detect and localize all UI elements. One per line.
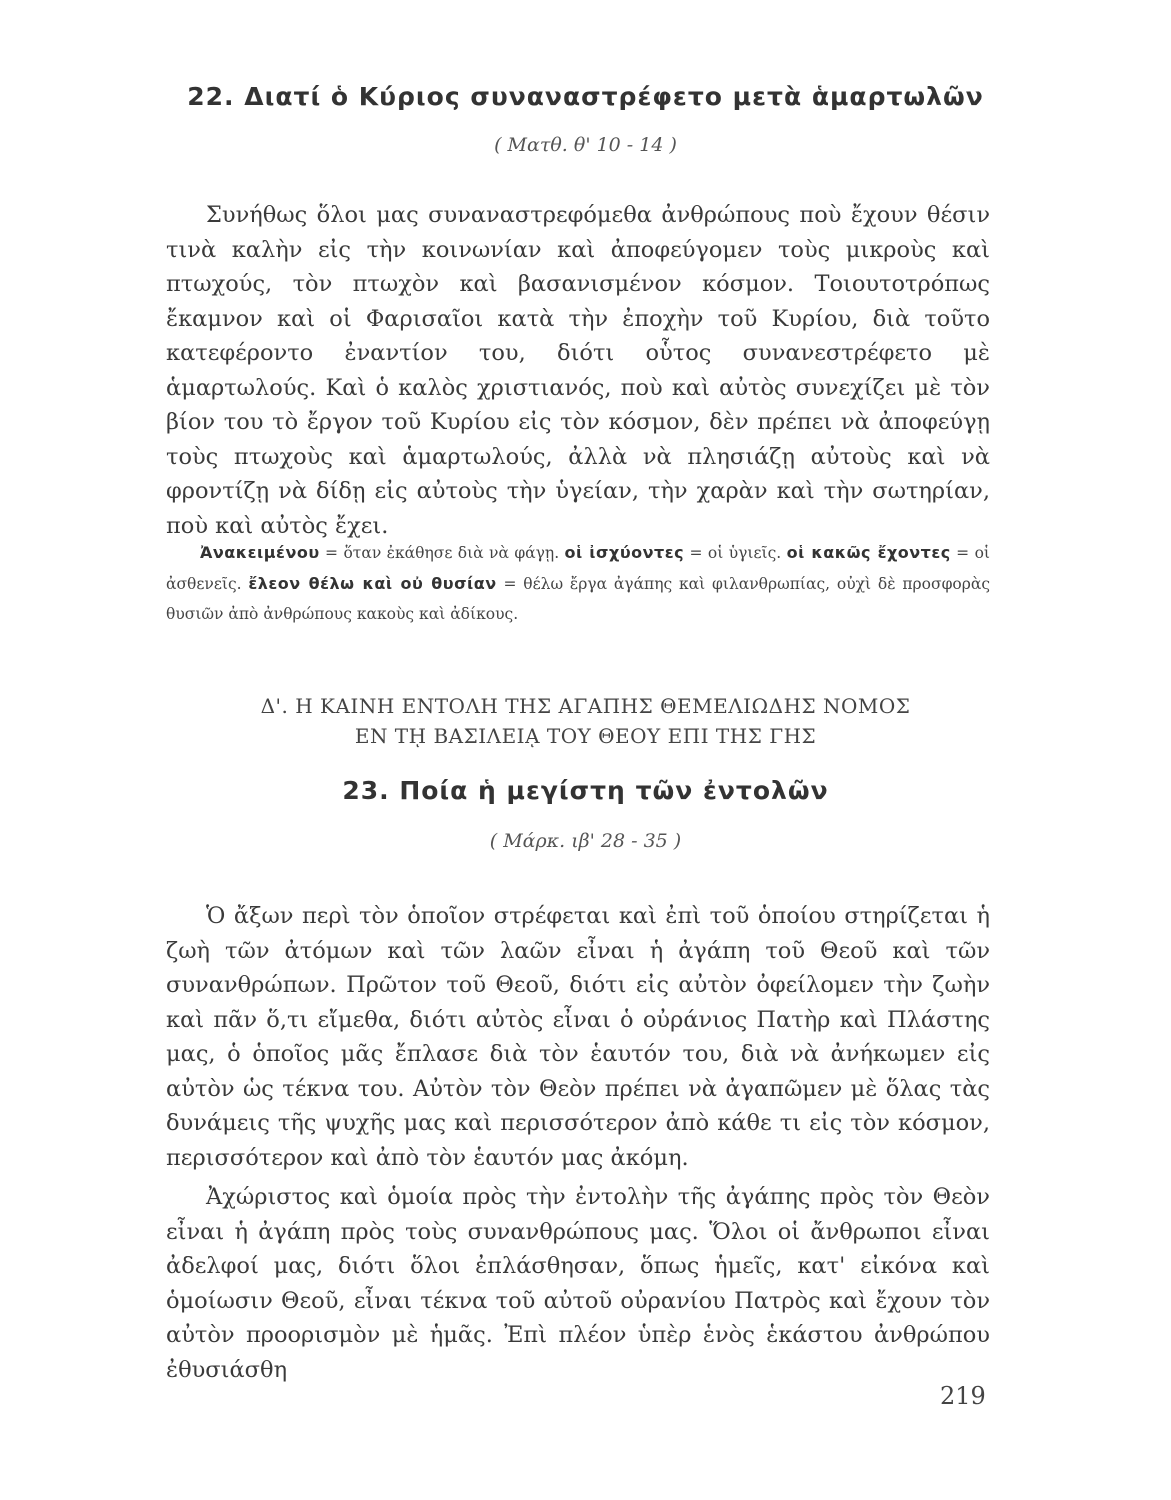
- section-23-title: 23. Ποία ἡ μεγίστη τῶν ἐντολῶν: [342, 776, 829, 805]
- note-definition: = οἱ ἀσθενεῖς.: [166, 544, 990, 593]
- section-22-reference: ( Ματθ. θ' 10 - 14 ): [494, 134, 677, 156]
- note-term: Ἀνακειμένου: [200, 543, 320, 562]
- section-23-reference: ( Μάρκ. ιβ' 28 - 35 ): [489, 830, 682, 852]
- chapter-heading-line-1: Δ'. Η ΚΑΙΝΗ ΕΝΤΟΛΗ ΤΗΣ ΑΓΑΠΗΣ ΘΕΜΕΛΙΩΔΗΣ ΝΟΜΟΣ: [260, 694, 911, 718]
- section-22-paragraph: Συνήθως ὅλοι μας συναναστρεφόμεθα ἀνθρώπους ποὺ ἔχουν θέσιν τινὰ καλὴν εἰς τὴν κοινωνίαν καὶ ἀποφεύγομεν τοὺς μικροὺς καὶ πτωχούς, τὸν πτωχὸν καὶ βασανισμένον κόσμον. Τοιουτοτρόπως ἔκαμνον καὶ οἱ Φαρισαῖοι κατὰ τὴν ἐποχὴν τοῦ Κυρίου, διὰ τοῦτο κατεφέροντο ἐναντίον του, διότι οὗτος συνανεστρέφετο μὲ ἁμαρτωλούς. Καὶ ὁ καλὸς χριστιανός, ποὺ καὶ αὐτὸς συνεχίζει μὲ τὸν βίον του τὸ ἔργον τοῦ Κυρίου εἰς τὸν κόσμον, δὲν πρέπει νὰ ἀποφεύγῃ τοὺς πτωχοὺς καὶ ἁμαρτωλούς, ἀλλὰ νὰ πλησιάζῃ αὐτοὺς καὶ νὰ φροντίζῃ νὰ δίδῃ εἰς αὐτοὺς τὴν ὑγείαν, τὴν χαρὰν καὶ τὴν σωτηρίαν, ποὺ καὶ αὐτὸς ἔχει.: [166, 202, 990, 539]
- section-22-notes: [166, 538, 990, 630]
- note-definition: = ὅταν ἐκάθησε διὰ νὰ φάγῃ.: [319, 544, 565, 562]
- note-term: οἱ ἰσχύοντες: [564, 543, 685, 562]
- note-term: ἔλεον θέλω καὶ οὐ θυσίαν: [248, 573, 497, 593]
- section-23-paragraph-2: Ἀχώριστος καὶ ὁμοία πρὸς τὴν ἐντολὴν τῆς ἀγάπης πρὸς τὸν Θεὸν εἶναι ἡ ἀγάπη πρὸς τοὺς συνανθρώπους μας. Ὅλοι οἱ ἄνθρωποι εἶναι ἀδελφοί μας, διότι ὅλοι ἐπλάσθησαν, ὅπως ἡμεῖς, κατ' εἰκόνα καὶ ὁμοίωσιν Θεοῦ, εἶναι τέκνα τοῦ αὐτοῦ οὐρανίου Πατρὸς καὶ ἔχουν τὸν αὐτὸν προορισμὸν μὲ ἡμᾶς. Ἐπὶ πλέον ὑπὲρ ἑνὸς ἑκάστου ἀνθρώπου ἐθυσιάσθη: [166, 1184, 990, 1383]
- chapter-heading-line-2: ΕΝ Τῌ ΒΑΣΙΛΕΙᾼ ΤΟΥ ΘΕΟΥ ΕΠΙ ΤΗΣ ΓΗΣ: [354, 724, 817, 748]
- note-definition: = θέλω ἔργα ἀγάπης καὶ φιλανθρωπίας, οὐχὶ δὲ προσφορὰς θυσιῶν ἀπὸ ἀνθρώπους κακοὺς καὶ ἀδίκους.: [166, 574, 991, 623]
- section-23-paragraph-1: Ὁ ἄξων περὶ τὸν ὁποῖον στρέφεται καὶ ἐπὶ τοῦ ὁποίου στηρίζεται ἡ ζωὴ τῶν ἀτόμων καὶ τῶν λαῶν εἶναι ἡ ἀγάπη τοῦ Θεοῦ καὶ τῶν συνανθρώπων. Πρῶτον τοῦ Θεοῦ, διότι εἰς αὐτὸν ὀφείλομεν τὴν ζωὴν καὶ πᾶν ὅ,τι εἴμεθα, διότι αὐτὸς εἶναι ὁ οὐράνιος Πατὴρ καὶ Πλάστης μας, ὁ ὁποῖος μᾶς ἔπλασε διὰ τὸν ἑαυτόν του, διὰ νὰ ἀνήκωμεν εἰς αὐτὸν ὡς τέκνα του. Αὐτὸν τὸν Θεὸν πρέπει νὰ ἀγαπῶμεν μὲ ὅλας τὰς δυνάμεις τῆς ψυχῆς μας καὶ περισσότερον ἀπὸ κάθε τι εἰς τὸν κόσμον, περισσότερον καὶ ἀπὸ τὸν ἑαυτόν μας ἀκόμη.: [166, 903, 990, 1171]
- note-definition: = οἱ ὑγιεῖς.: [684, 544, 787, 562]
- note-term: οἱ κακῶς ἔχοντες: [786, 543, 951, 562]
- section-22-title: 22. Διατί ὁ Κύριος συναναστρέφετο μετὰ ἁμαρτωλῶν: [187, 82, 984, 111]
- page-number: 219: [940, 1382, 986, 1410]
